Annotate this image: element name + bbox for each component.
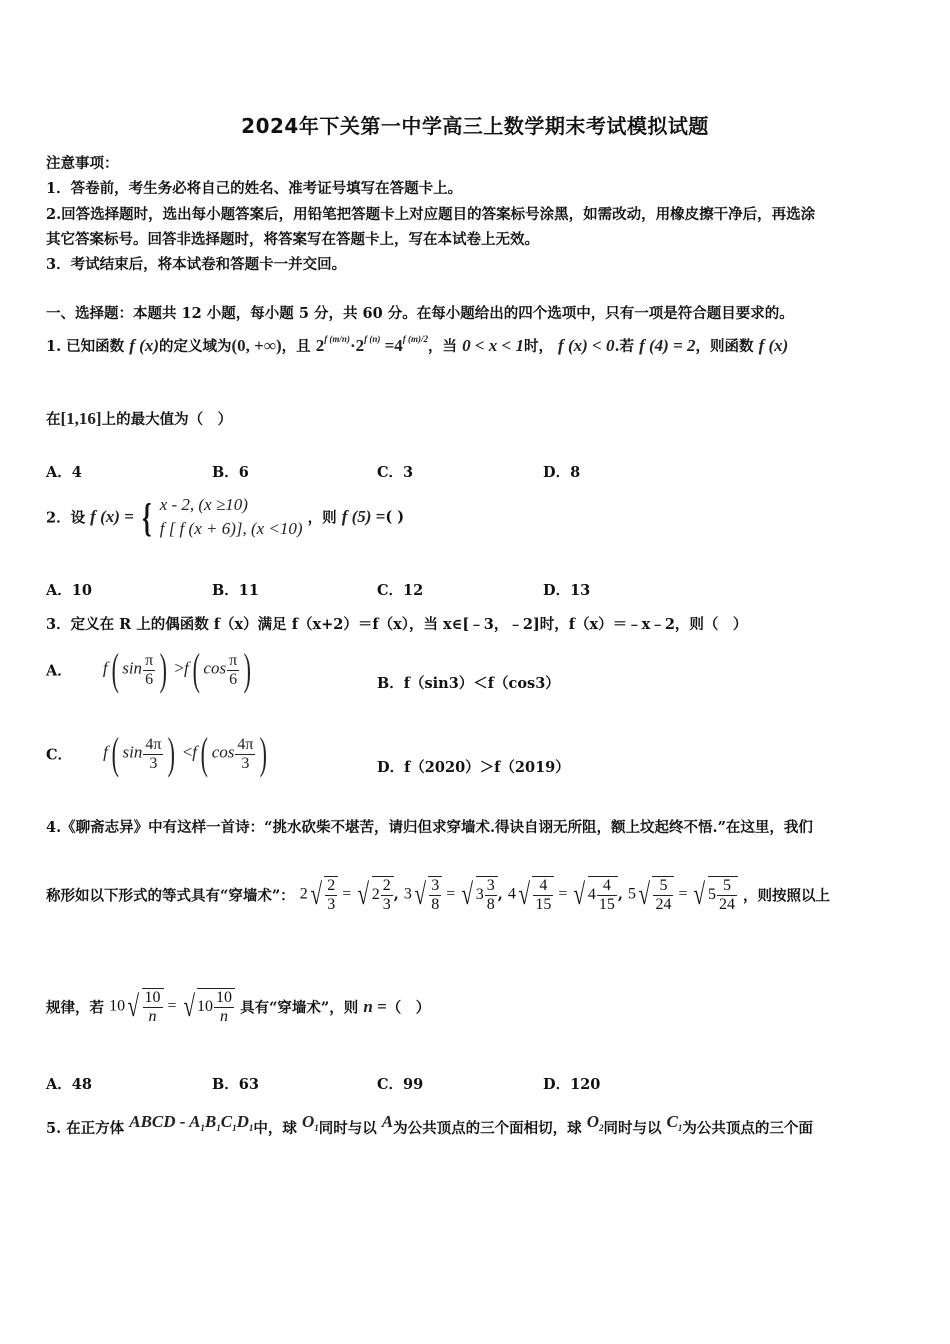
question-5: 5. 在正方体 ABCD - $A_1B_1C_1D_1$中，球 $O_1$同时与以 A为公共顶点的三个面相切，球 $O_2$同时与以 $C_1$为公共顶点的三个面 [46, 1112, 813, 1137]
math-domain: (0, +∞) [231, 336, 282, 355]
math-piecewise-cases: x - 2, (x ≥10) f [ f (x + 6)], (x <10) [159, 495, 303, 538]
q3-option-c: C． f( sin $\frac{4\pi}{3}$ ) <f( cos $\frac{4\pi}{3}$ ) [46, 732, 271, 776]
notice-item-2b: 其它答案标号。回答非选择题时，将答案写在答题卡上，写在本试卷上无效。 [46, 231, 539, 248]
question-1-line-2: 在[1,16]上的最大值为（ ） [46, 409, 233, 428]
q3-option-b: B．f（sin3）＜f（cos3） [377, 675, 560, 692]
question-2: 2．设 f (x) = { x - 2, (x ≥10) f [ f (x + 6)], (x <10) ，则 f (5) =( ) [46, 494, 405, 540]
section-heading: 一、选择题：本题共 12 小题，每小题 5 分，共 60 分。在每小题给出的四个选项中，只有一项是符合题目要求的。 [46, 305, 794, 322]
math-eq-4: 5√ $\frac{5}{24}$ = √ 5 $\frac{5}{24}$ [628, 876, 738, 914]
math-eq-1: 2√ $\frac{2}{3}$ = √ 2 $\frac{2}{3}$ [300, 876, 394, 914]
notice-item-1: 1．答卷前，考生务必将自己的姓名、准考证号填写在答题卡上。 [46, 180, 463, 197]
math-eq-n: 10√ $\frac{10}{n}$ = √ 10 $\frac{10}{n}$ [109, 988, 235, 1026]
math-c1: $C_1$ [666, 1112, 683, 1133]
math-o2: $O_2$ [586, 1112, 604, 1133]
math-a: A [381, 1112, 394, 1131]
math-cube: ABCD - $A_1B_1C_1D_1$ [129, 1112, 254, 1133]
math-f5: f (5) = [341, 507, 386, 526]
notice-heading: 注意事项： [46, 155, 119, 172]
q4-option-b: B．63 [212, 1076, 259, 1093]
math-fx: f (x) [129, 336, 159, 355]
math-o1: $O_1$ [301, 1112, 319, 1133]
question-4-line-3: 规律，若 10√ $\frac{10}{n}$ = √ 10 $\frac{10}{n}$ 具有“穿墙术”，则 n =（ ） [46, 989, 431, 1025]
question-3: 3．定义在 R 上的偶函数 f（x）满足 f（x+2）＝f（x），当 x∈[﹣3，﹣2]时，f（x）＝﹣x﹣2，则（ ） [46, 616, 748, 633]
question-4-line-1: 4.《聊斋志异》中有这样一首诗：“挑水砍柴不堪苦，请归但求穿墙术.得诀自诩无所阻，额上坟起终不悟.”在这里，我们 [46, 819, 813, 836]
q2-option-d: D．13 [543, 582, 591, 599]
q3-option-d: D．f（2020）＞f（2019） [377, 759, 570, 776]
q4-option-d: D．120 [543, 1076, 601, 1093]
brace: { [142, 494, 152, 540]
math-fx-2: f (x) [758, 336, 789, 355]
math-n-eq: n = [363, 997, 387, 1016]
math-eq-3: 4√ $\frac{4}{15}$ = √ 4 $\frac{4}{15}$ [508, 876, 618, 914]
q4-option-c: C．99 [377, 1076, 424, 1093]
q2-option-b: B．11 [212, 582, 259, 599]
notice-item-3: 3．考试结束后，将本试卷和答题卡一并交回。 [46, 256, 347, 273]
math-interval: [1,16] [60, 409, 102, 428]
q1-option-b: B．6 [212, 464, 249, 481]
math-exp-eq: $2^{f (m/n)}\cdot 2^{f (n)} =4^{f (m)/2}$ [315, 334, 429, 355]
question-1-line-1: 1. 已知函数 f (x)的定义域为(0, +∞)，且 $2^{f (m/n)}\cdot 2^{f (n)} =4^{f (m)/2}$，当 0 < x < 1时， f (x) < 0.若 f (4) = 2，则函数 f (x) [46, 334, 789, 355]
q4-option-a: A．48 [46, 1076, 92, 1093]
math-f4: f (4) = 2 [639, 336, 696, 355]
page-title: 2024年下关第一中学高三上数学期末考试模拟试题 [241, 114, 709, 138]
math-range: 0 < x < 1 [462, 336, 524, 355]
notice-item-2a: 2.回答选择题时，选出每小题答案后，用铅笔把答题卡上对应题目的答案标号涂黑，如需改动，用橡皮擦干净后，再选涂 [46, 206, 816, 223]
math-eq-2: 3√ $\frac{3}{8}$ = √ 3 $\frac{3}{8}$ [404, 876, 498, 914]
math-cond: f (x) < 0 [558, 336, 615, 355]
q1-option-a: A．4 [46, 464, 82, 481]
math-option-a: f( sin $\frac{\pi}{6}$ ) >f( cos $\frac{\pi}{6}$ ) [102, 645, 252, 694]
math-option-c: f( sin $\frac{4\pi}{3}$ ) <f( cos $\frac{4\pi}{3}$ ) [103, 729, 268, 778]
question-4-line-2: 称形如以下形式的等式具有“穿墙术”： 2√ $\frac{2}{3}$ = √ 2 $\frac{2}{3}$ , 3√ $\frac{3}{8}$ = √ 3 $\frac{3}{8}$ , 4√ $\frac{4}{15}$ = √ 4 $\frac{4}{15}$ , 5√ $\frac{5}{24}$ = √ 5 $\frac{5}{24}$ ，则按照以上 [46, 877, 831, 913]
q2-option-c: C．12 [377, 582, 424, 599]
q3-option-a: A． f( sin $\frac{\pi}{6}$ ) >f( cos $\frac{\pi}{6}$ ) [46, 648, 255, 692]
q1-option-c: C．3 [377, 464, 414, 481]
q1-option-d: D．8 [543, 464, 581, 481]
q2-option-a: A．10 [46, 582, 92, 599]
math-piecewise-lhs: f (x) = [90, 507, 134, 526]
